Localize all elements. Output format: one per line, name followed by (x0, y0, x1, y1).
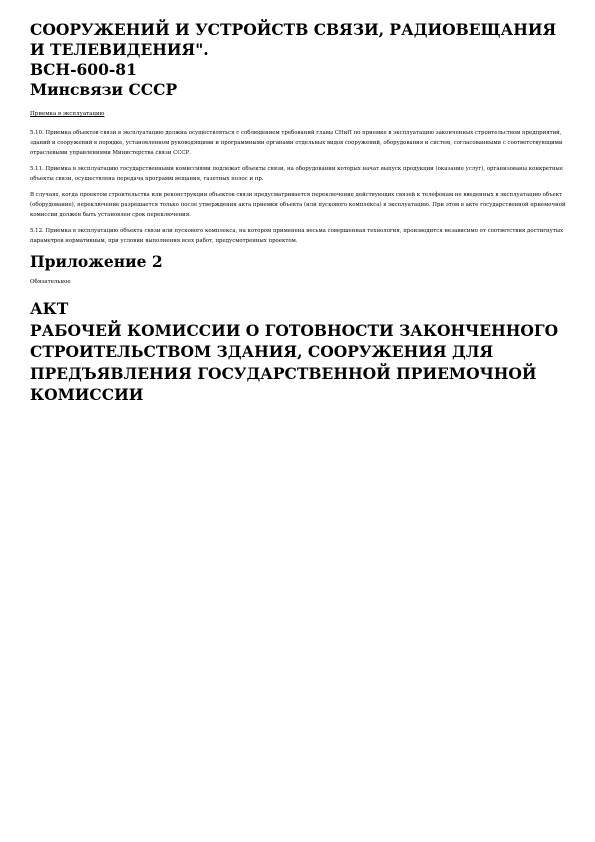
document-organization: Минсвязи СССР (30, 80, 178, 99)
document-page (30, 20, 570, 406)
paragraph-switching: В случаях, когда проектом строительства или реконструкции объектов связи предусматривается переключение действующих связей к телефонам не введенных в эксплуатацию объект (оборудование), переключение разрешается только после утверждения акта приемки объекта (или пускового комплекса) в эксплуатацию. При этом в акте государственной приемочной комиссии должен быть установлен срок переключения. (30, 192, 566, 218)
document-code: ВСН-600-81 (30, 60, 137, 79)
document-title: СООРУЖЕНИЙ И УСТРОЙСТВ СВЯЗИ, РАДИОВЕЩАНИЯ И ТЕЛЕВИДЕНИЯ". (30, 20, 557, 59)
act-subheading: РАБОЧЕЙ КОМИССИИ О ГОТОВНОСТИ ЗАКОНЧЕННОГО СТРОИТЕЛЬСТВОМ ЗДАНИЯ, СООРУЖЕНИЯ ДЛЯ ПРЕДЪЯВЛЕНИЯ ГОСУДАРСТВЕННОЙ ПРИЕМОЧНОЙ КОМИССИИ (30, 320, 559, 404)
appendix-title: Приложение 2 (30, 252, 163, 271)
section-link[interactable]: Приемка в эксплуатацию (30, 111, 105, 117)
appendix-note: Обязательное (30, 279, 71, 285)
act-heading: АКТ (30, 299, 69, 318)
paragraph-5-11: 5.11. Приемка в эксплуатацию государственными комиссиями подлежат объекты связи, на оборудовании которых начат выпуск продукции (оказание услуг), организованы конкретные объекты связи, осуществлена передача программ вещания, газетных полос и пр. (30, 166, 564, 182)
paragraph-5-12: 5.12. Приемка в эксплуатацию объекта связи или пускового комплекса, на котором применена весьма совершенная технология, производится независимо от соответствия достигнутых параметров нормативным, при условии выполнения всех работ, предусмотренных проектом. (30, 228, 564, 244)
paragraph-5-10: 5.10. Приемка объектов связи в эксплуатацию должна осуществляться с соблюдением требований главы СНиП по приемке в эксплуатацию законченных строительством предприятий, зданий и сооружений в порядке, установленном руководящими и программными органами отдельных видов сооружений, оборудования и систем, согласованными с соответствующими отраслевыми управлениями Министерства связи СССР. (30, 130, 563, 156)
